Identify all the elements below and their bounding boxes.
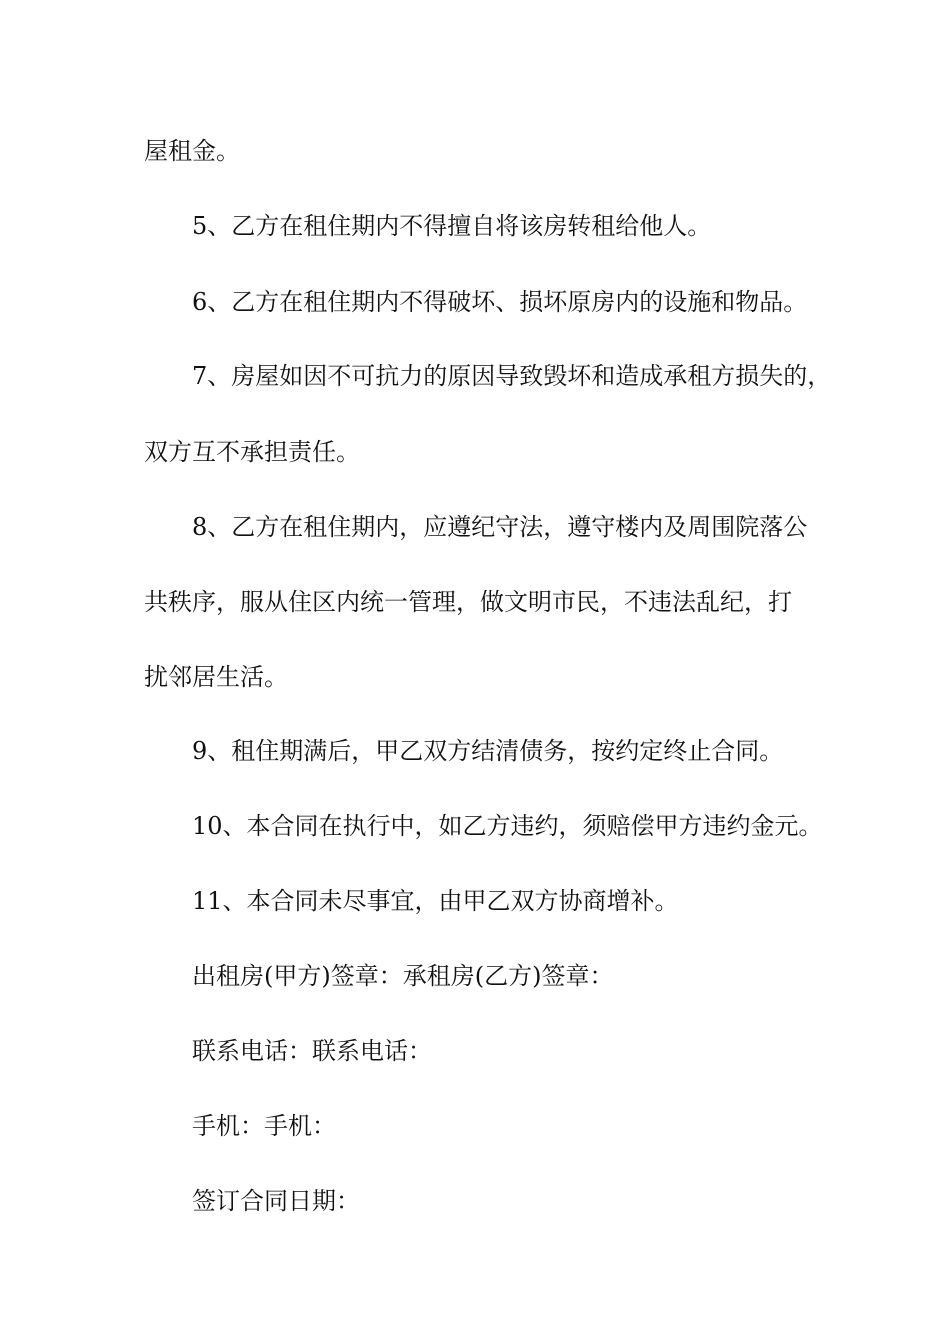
clause-7-line-2: 双方互不承担责任。: [144, 438, 360, 466]
clause-4-continuation: 屋租金。: [144, 137, 240, 165]
clause-8-line-2: 共秩序，服从住区内统一管理，做文明市民，不违法乱纪，打: [144, 588, 792, 616]
clause-8-line-3: 扰邻居生活。: [144, 663, 288, 691]
clause-9: 9、租住期满后，甲乙双方结清债务，按约定终止合同。: [192, 737, 784, 765]
clause-5: 5、乙方在租住期内不得擅自将该房转租给他人。: [192, 212, 712, 240]
clause-7-line-1: 7、房屋如因不可抗力的原因导致毁坏和造成承租方损失的，: [192, 362, 832, 390]
clause-11: 11、本合同未尽事宜，由甲乙双方协商增补。: [192, 887, 679, 915]
signature-line: 出租房(甲方)签章：承租房(乙方)签章：: [192, 962, 614, 990]
clause-8-line-1: 8、乙方在租住期内，应遵纪守法，遵守楼内及周围院落公: [192, 513, 808, 541]
phone-line: 联系电话：联系电话：: [192, 1037, 432, 1065]
mobile-line: 手机：手机：: [192, 1112, 336, 1140]
clause-6: 6、乙方在租住期内不得破坏、损坏原房内的设施和物品。: [192, 288, 808, 316]
clause-10: 10、本合同在执行中，如乙方违约，须赔偿甲方违约金元。: [192, 812, 823, 840]
signing-date-line: 签订合同日期：: [192, 1187, 360, 1215]
